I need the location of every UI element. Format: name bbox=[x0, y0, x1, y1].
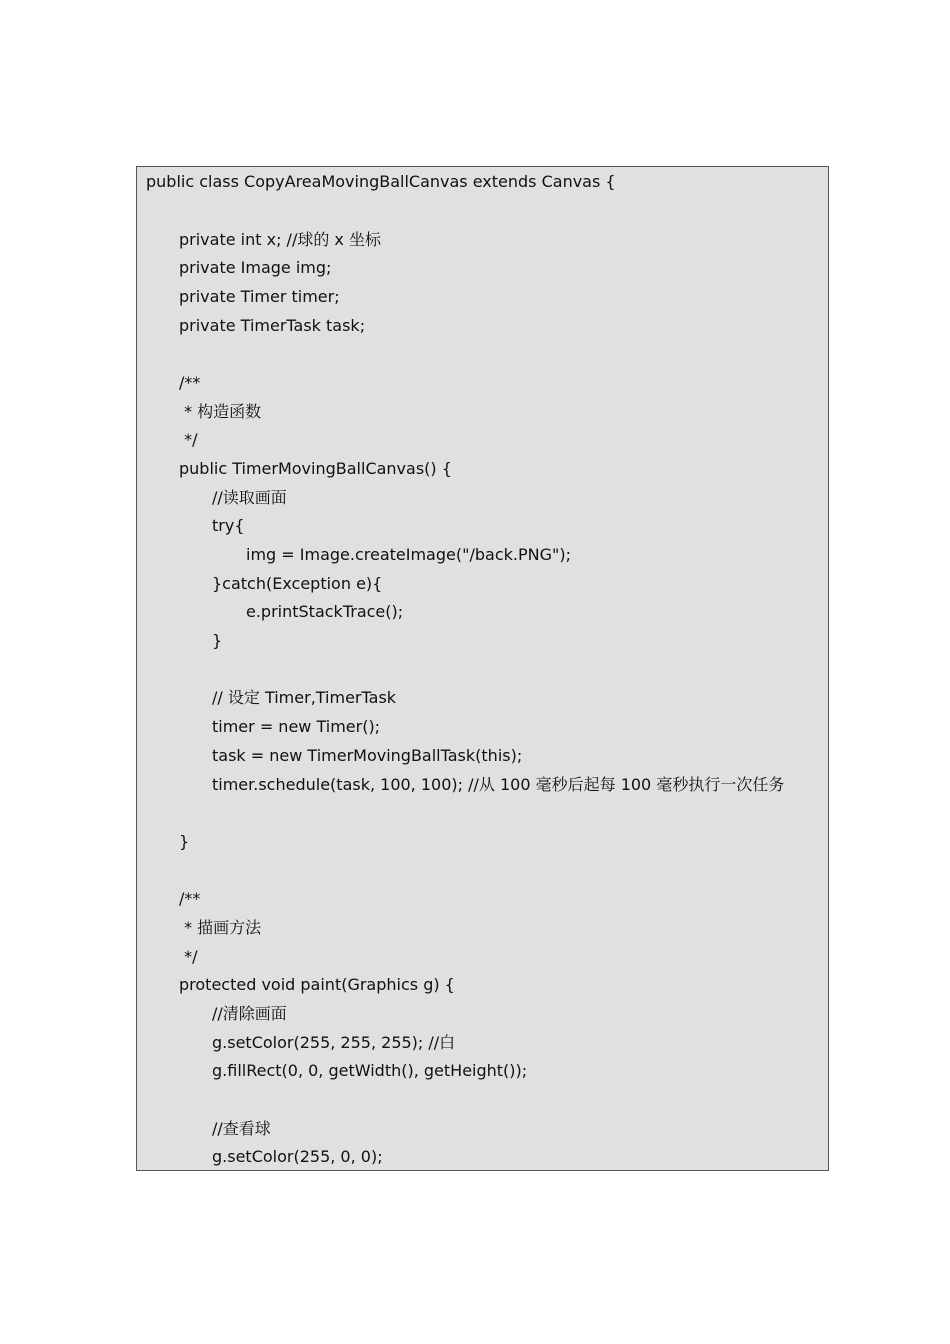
code-line: public class CopyAreaMovingBallCanvas extends Canvas { bbox=[146, 172, 616, 191]
code-line: */ bbox=[179, 947, 198, 966]
code-line: //读取画面 bbox=[212, 488, 287, 507]
code-line: task = new TimerMovingBallTask(this); bbox=[212, 746, 523, 765]
code-line: g.setColor(255, 0, 0); bbox=[212, 1147, 383, 1166]
code-line: g.fillRect(0, 0, getWidth(), getHeight()); bbox=[212, 1061, 528, 1080]
code-line: private Timer timer; bbox=[179, 287, 340, 306]
code-line: try{ bbox=[212, 516, 245, 535]
code-line: /** bbox=[179, 373, 201, 392]
code-line: private TimerTask task; bbox=[179, 316, 366, 335]
code-line: */ bbox=[179, 430, 198, 449]
code-line: protected void paint(Graphics g) { bbox=[179, 975, 455, 994]
code-line: * 描画方法 bbox=[179, 918, 262, 937]
code-line: img = Image.createImage("/back.PNG"); bbox=[246, 545, 571, 564]
code-line: // 设定 Timer,TimerTask bbox=[212, 688, 397, 707]
code-line: timer.schedule(task, 100, 100); //从 100 毫秒后起每 100 毫秒执行一次任务 bbox=[212, 775, 785, 794]
code-line: /** bbox=[179, 889, 201, 908]
code-line: //查看球 bbox=[212, 1119, 271, 1138]
code-line: private Image img; bbox=[179, 258, 332, 277]
code-line: * 构造函数 bbox=[179, 402, 262, 421]
code-line: }catch(Exception e){ bbox=[212, 574, 383, 593]
code-line: timer = new Timer(); bbox=[212, 717, 381, 736]
code-line: e.printStackTrace(); bbox=[246, 602, 404, 621]
code-line: public TimerMovingBallCanvas() { bbox=[179, 459, 452, 478]
code-block bbox=[136, 166, 829, 1171]
code-line: private int x; //球的 x 坐标 bbox=[179, 230, 381, 249]
code-line: g.setColor(255, 255, 255); //白 bbox=[212, 1033, 456, 1052]
code-line: } bbox=[212, 631, 223, 650]
code-line: //清除画面 bbox=[212, 1004, 287, 1023]
code-line: } bbox=[179, 832, 190, 851]
